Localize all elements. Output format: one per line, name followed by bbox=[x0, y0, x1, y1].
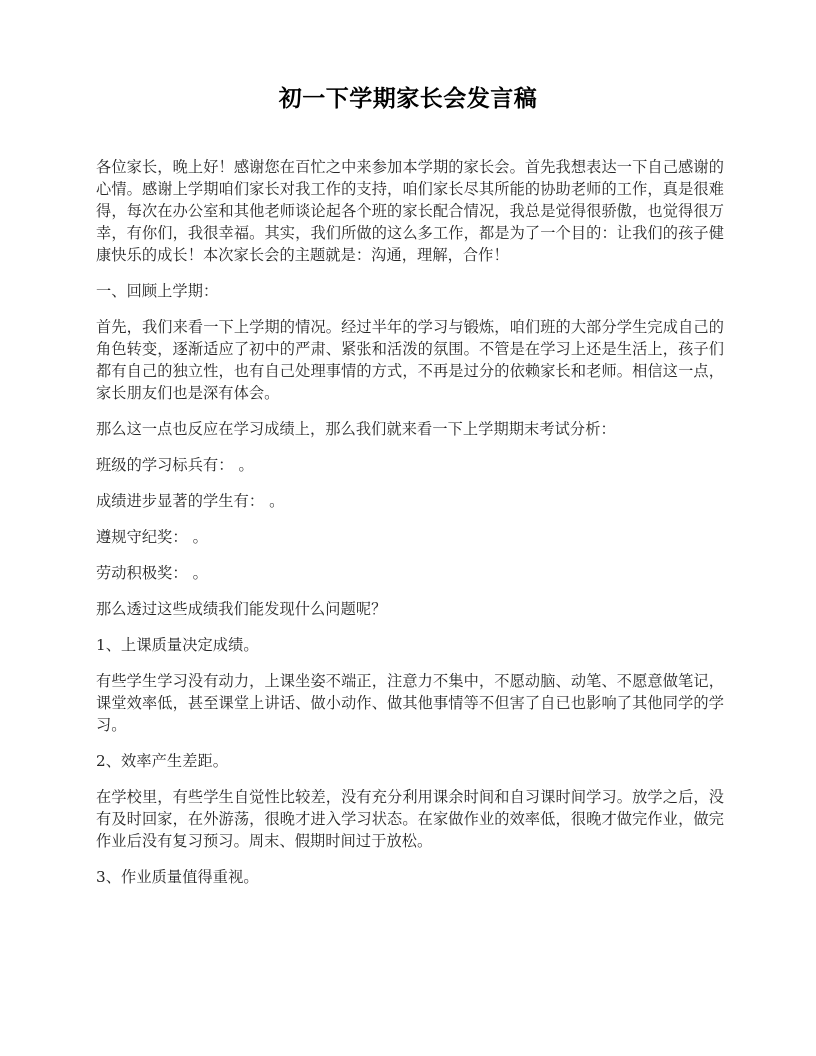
page-title: 初一下学期家长会发言稿 bbox=[278, 85, 538, 112]
paragraph-award-most-improved: 成绩进步显著的学生有： 。 bbox=[96, 492, 285, 510]
paragraph-point-three-heading: 3、作业质量值得重视。 bbox=[96, 868, 259, 886]
paragraph-point-two-heading: 2、效率产生差距。 bbox=[96, 752, 229, 770]
paragraph-award-discipline: 遵规守纪奖： 。 bbox=[96, 528, 208, 546]
paragraph-point-one-heading: 1、上课质量决定成绩。 bbox=[96, 636, 259, 654]
paragraph-point-two-body: 在学校里，有些学生自觉性比较差，没有充分利用课余时间和自习课时间学习。放学之后，没有及时回家，在外游荡，很晚才进入学习状态。在家做作业的效率低，很晚才做完作业，做完作业后没有复习预习。周末、假期时间过于放松。 bbox=[96, 788, 724, 850]
document-body bbox=[96, 156, 724, 888]
paragraph-last-term-overview: 首先，我们来看一下上学期的情况。经过半年的学习与锻炼，咱们班的大部分学生完成自己的角色转变，逐渐适应了初中的严肃、紧张和活泼的氛围。不管是在学习上还是生活上，孩子们都有自己的独立性，也有自己处理事情的方式，不再是过分的依赖家长和老师。相信这一点，家长朋友们也是深有体会。 bbox=[96, 318, 724, 402]
paragraph-award-study-models: 班级的学习标兵有： 。 bbox=[96, 456, 254, 474]
paragraph-opening-greeting: 各位家长，晚上好！感谢您在百忙之中来参加本学期的家长会。首先我想表达一下自己感谢的心情。感谢上学期咱们家长对我工作的支持，咱们家长尽其所能的协助老师的工作，真是很难得，每次在办公室和其他老师谈论起各个班的家长配合情况，我总是觉得很骄傲，也觉得很万幸，有你们，我很幸福。其实，我们所做的这么多工作，都是为了一个目的：让我们的孩子健康快乐的成长！本次家长会的主题就是：沟通，理解，合作！ bbox=[96, 158, 724, 264]
paragraph-award-labor: 劳动积极奖： 。 bbox=[96, 564, 208, 582]
paragraph-exam-analysis-lead: 那么这一点也反应在学习成绩上，那么我们就来看一下上学期期末考试分析： bbox=[96, 420, 616, 438]
paragraph-point-one-body: 有些学生学习没有动力，上课坐姿不端正，注意力不集中，不愿动脑、动笔、不愿意做笔记，课堂效率低，甚至课堂上讲话、做小动作、做其他事情等不但害了自已也影响了其他同学的学习。 bbox=[96, 672, 724, 734]
paragraph-problems-question: 那么透过这些成绩我们能发现什么问题呢？ bbox=[96, 600, 387, 618]
paragraph-section-heading-one: 一、回顾上学期： bbox=[96, 282, 219, 300]
